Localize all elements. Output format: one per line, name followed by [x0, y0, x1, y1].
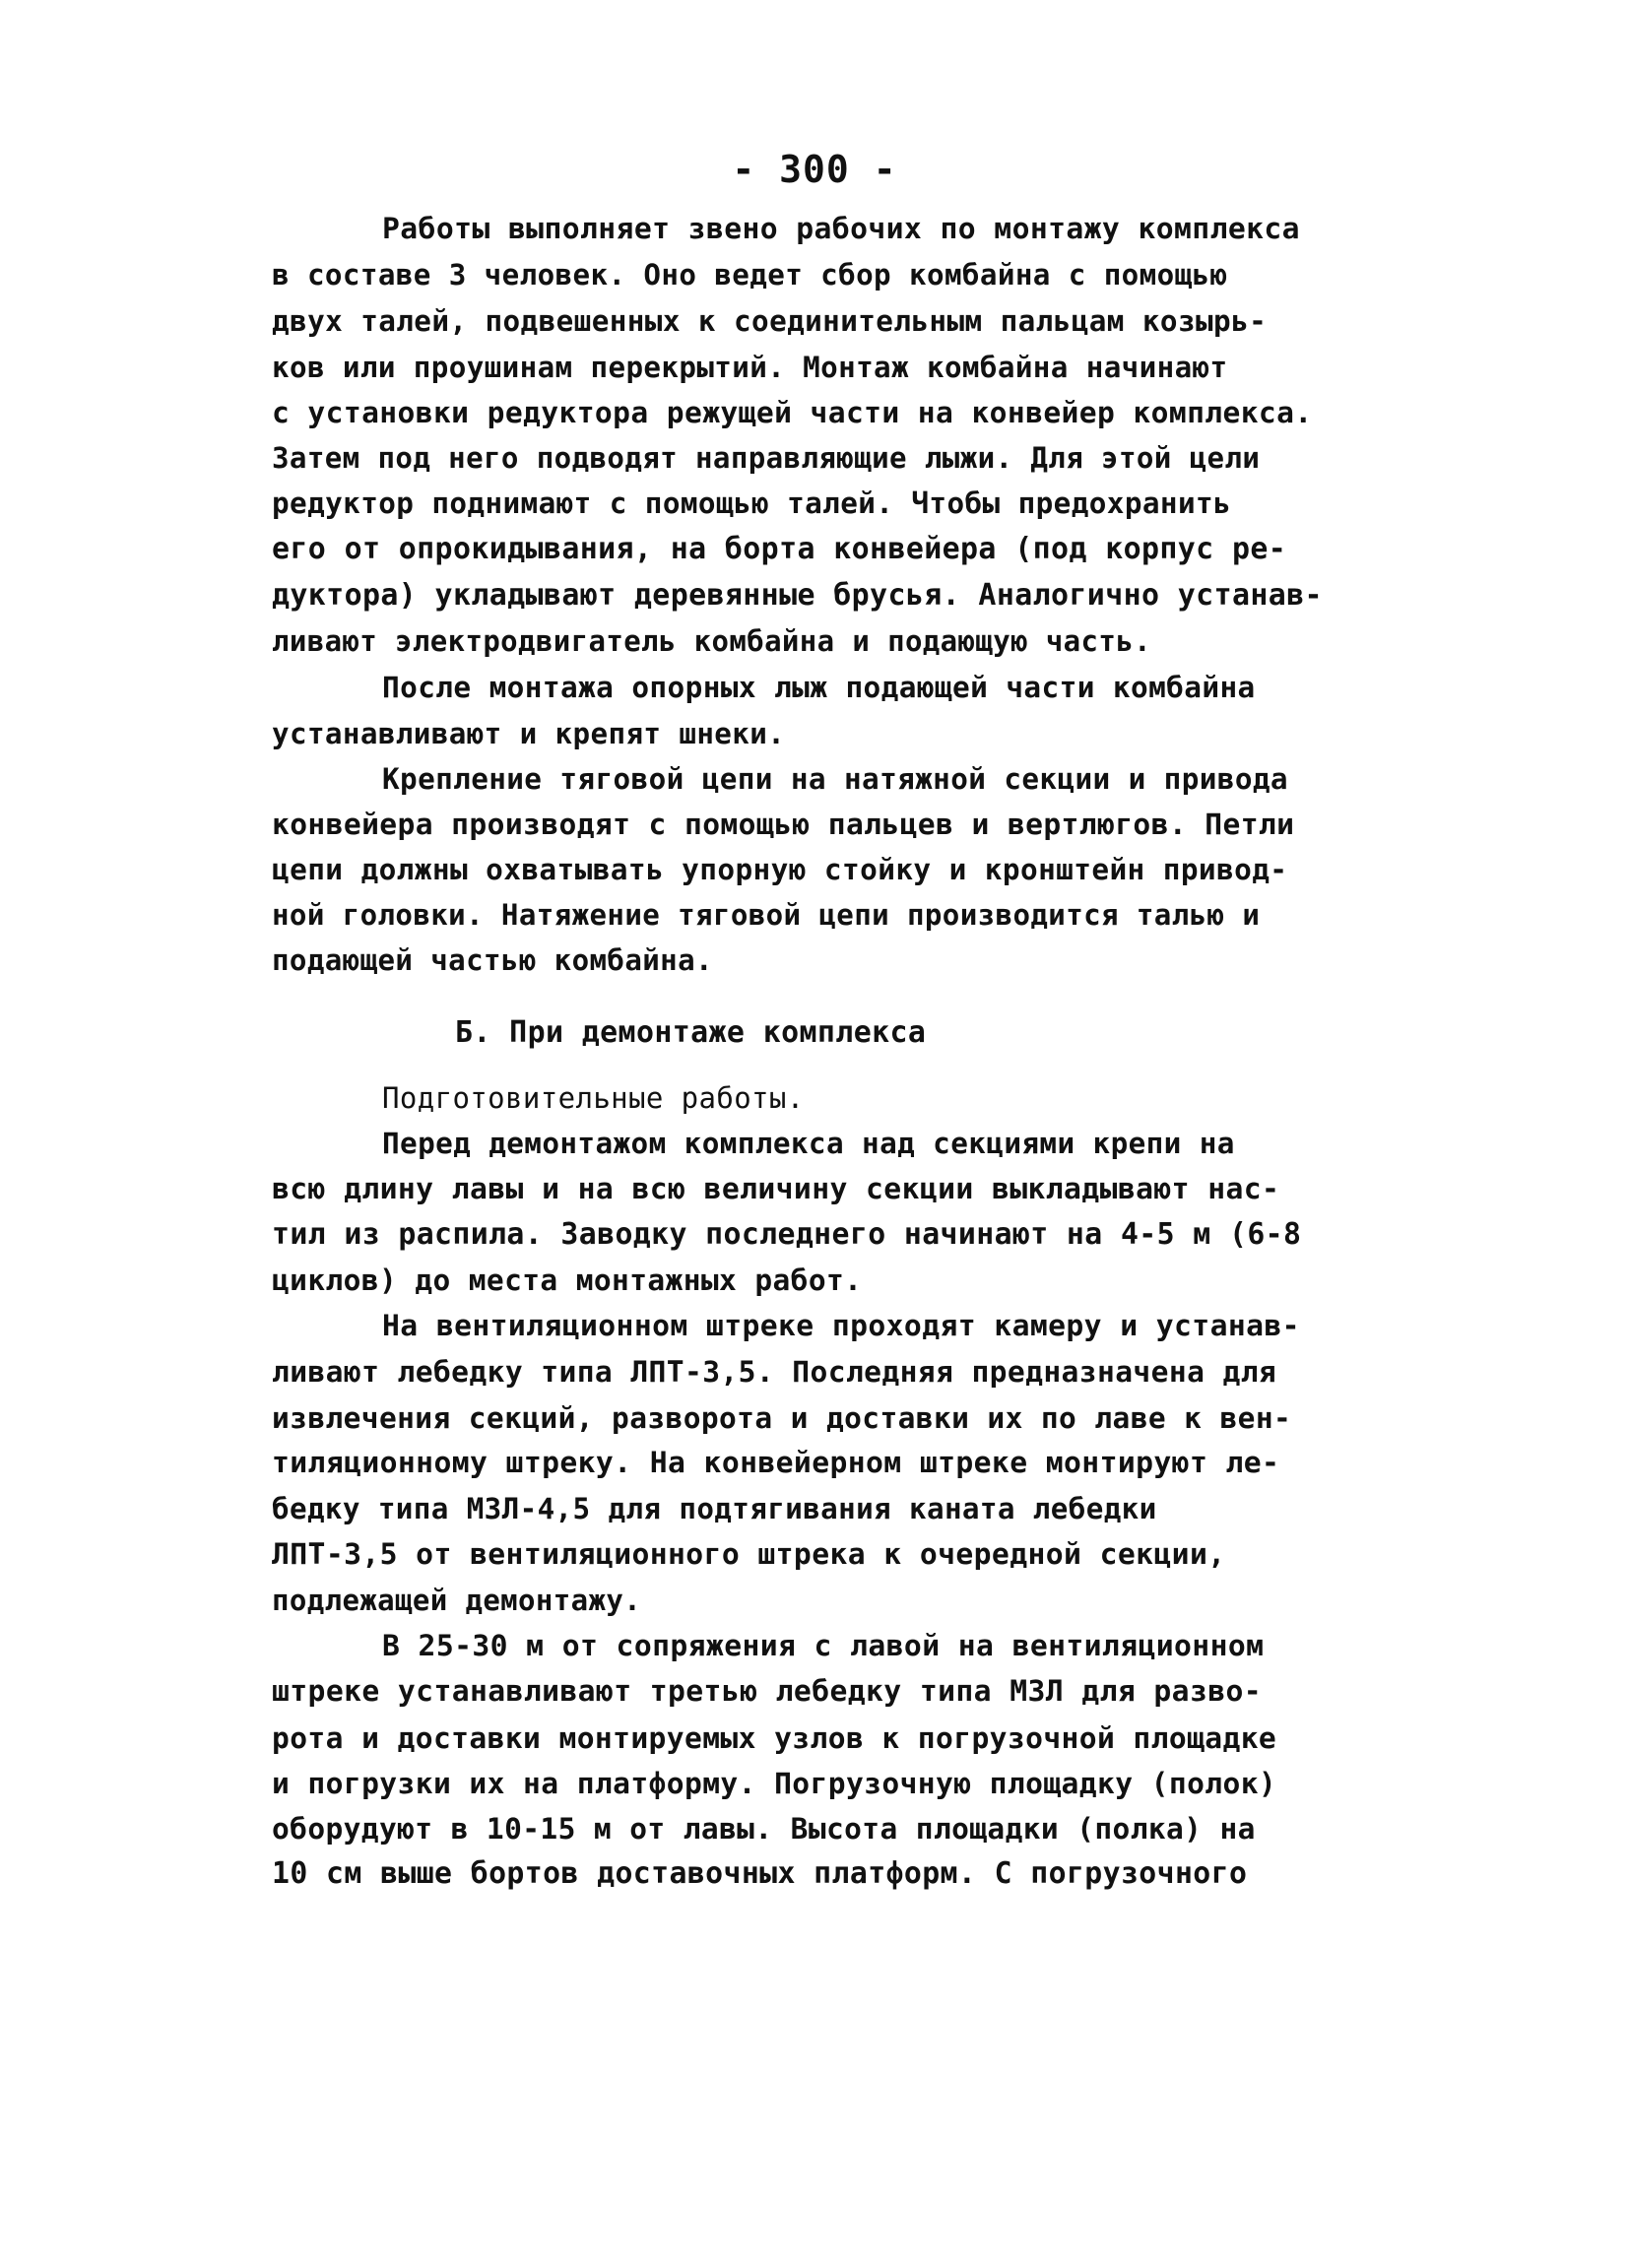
text-line: Работы выполняет звено рабочих по монтажу комплекса: [382, 212, 1300, 246]
text-line: устанавливают и крепят шнеки.: [272, 717, 786, 750]
text-line: оборудуют в 10-15 м от лавы. Высота площадки (полка) на: [272, 1812, 1256, 1846]
text-line: редуктор поднимают с помощью талей. Чтобы предохранить: [272, 486, 1232, 520]
text-line: дуктора) укладывают деревянные брусья. Аналогично устанав-: [272, 578, 1323, 613]
text-line: циклов) до места монтажных работ.: [272, 1264, 863, 1297]
text-line: ливают электродвигатель комбайна и подающую часть.: [272, 624, 1151, 658]
section-heading: Б. При демонтаже комплекса: [455, 1015, 927, 1050]
text-line: В 25-30 м от сопряжения с лавой на вентиляционном: [382, 1629, 1265, 1663]
text-line: ной головки. Натяжение тяговой цепи производится талью и: [272, 898, 1261, 932]
text-line: 10 см выше бортов доставочных платформ. С погрузочного: [272, 1856, 1248, 1891]
subsection-heading: Подготовительные работы.: [382, 1081, 805, 1115]
text-line: На вентиляционном штреке проходят камеру и устанав-: [382, 1309, 1300, 1343]
text-line: с установки редуктора режущей части на конвейер комплекса.: [272, 396, 1313, 429]
text-line: Крепление тяговой цепи на натяжной секции и привода: [382, 762, 1288, 796]
text-line: штреке устанавливают третью лебедку типа МЗЛ для разво-: [272, 1674, 1263, 1709]
text-line: Затем под него подводят направляющие лыжи. Для этой цели: [272, 441, 1261, 475]
text-line: После монтажа опорных лыж подающей части комбайна: [382, 671, 1256, 704]
text-line: подлежащей демонтажу.: [272, 1584, 642, 1617]
text-line: извлечения секций, разворота и доставки их по лаве к вен-: [272, 1401, 1292, 1435]
text-line: и погрузки их на платформу. Погрузочную площадку (полок): [272, 1767, 1277, 1800]
text-line: подающей частью комбайна.: [272, 943, 713, 977]
text-line: в составе 3 человек. Оно ведет сбор комбайна с помощью: [272, 258, 1228, 292]
text-line: рота и доставки монтируемых узлов к погрузочной площадке: [272, 1721, 1277, 1755]
text-line: его от опрокидывания, на борта конвейера (под корпус ре-: [272, 532, 1287, 566]
text-line: тил из распила. Заводку последнего начинают на 4-5 м (6-8: [272, 1217, 1302, 1252]
text-line: тиляционному штреку. На конвейерном штреке монтируют ле-: [272, 1446, 1280, 1480]
text-line: всю длину лавы и на всю величину секции выкладывают нас-: [272, 1172, 1280, 1206]
text-line: ков или проушинам перекрытий. Монтаж комбайна начинают: [272, 351, 1228, 384]
text-line: Перед демонтажом комплекса над секциями крепи на: [382, 1127, 1235, 1160]
text-line: бедку типа МЗЛ-4,5 для подтягивания каната лебедки: [272, 1492, 1157, 1525]
text-line: ливают лебедку типа ЛПТ-3,5. Последняя предназначена для: [272, 1355, 1277, 1389]
page-number: - 300 -: [732, 148, 897, 191]
text-line: конвейера производят с помощью пальцев и вертлюгов. Петли: [272, 808, 1295, 841]
text-line: двух талей, подвешенных к соединительным пальцам козырь-: [272, 304, 1268, 338]
text-line: ЛПТ-3,5 от вентиляционного штрека к очередной секции,: [272, 1537, 1226, 1572]
text-line: цепи должны охватывать упорную стойку и кронштейн привод-: [272, 853, 1288, 886]
